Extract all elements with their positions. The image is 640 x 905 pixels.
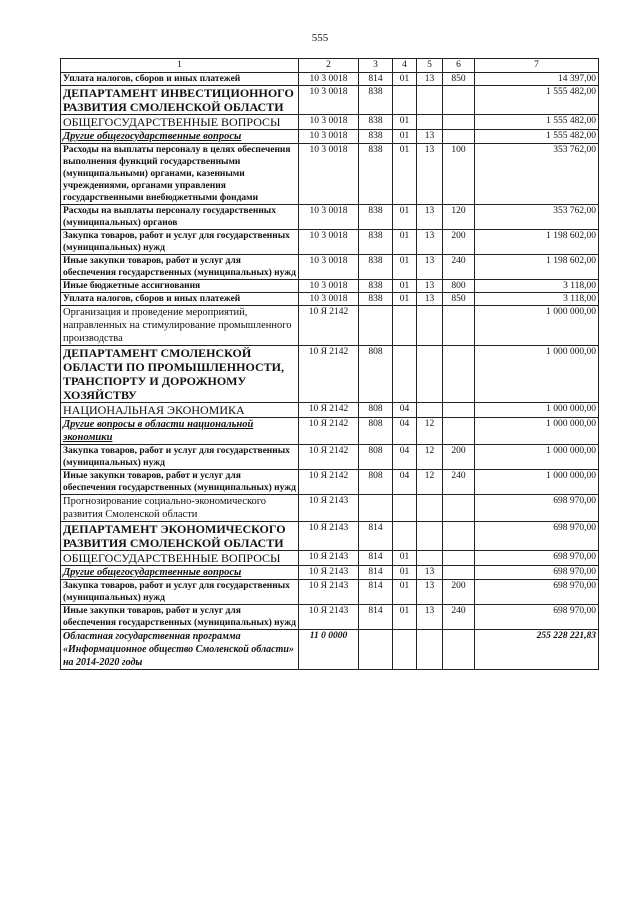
section-code-cell: 01 — [393, 566, 417, 580]
row-name-cell: Иные бюджетные ассигнования — [61, 280, 299, 293]
ministry-code-cell: 808 — [359, 346, 393, 403]
header-cell: 6 — [443, 59, 475, 73]
ministry-code-cell: 814 — [359, 73, 393, 86]
row-name-cell: Закупка товаров, работ и услуг для государственных (муниципальных) нужд — [61, 580, 299, 605]
amount-cell: 14 397,00 — [475, 73, 599, 86]
table-row — [61, 418, 599, 445]
table-row — [61, 495, 599, 522]
row-name-cell: Иные закупки товаров, работ и услуг для обеспечения государственных (муниципальных) нужд — [61, 470, 299, 495]
page-number: 555 — [311, 32, 329, 44]
row-name-cell: ДЕПАРТАМЕНТ ИНВЕСТИЦИОННОГО РАЗВИТИЯ СМОЛЕНСКОЙ ОБЛАСТИ — [61, 86, 299, 115]
section-code-cell: 01 — [393, 551, 417, 566]
subsection-code-cell: 13 — [417, 205, 443, 230]
budget-table — [60, 58, 599, 670]
amount-cell: 1 000 000,00 — [475, 470, 599, 495]
expense-type-cell — [443, 403, 475, 418]
subsection-code-cell — [417, 630, 443, 670]
target-code-cell: 10 3 0018 — [299, 255, 359, 280]
ministry-code-cell: 808 — [359, 418, 393, 445]
amount-cell: 1 000 000,00 — [475, 445, 599, 470]
expense-type-cell — [443, 551, 475, 566]
subsection-code-cell: 13 — [417, 144, 443, 205]
table-row — [61, 346, 599, 403]
subsection-code-cell: 12 — [417, 418, 443, 445]
expense-type-cell — [443, 566, 475, 580]
subsection-code-cell: 12 — [417, 470, 443, 495]
section-code-cell — [393, 86, 417, 115]
table-row — [61, 73, 599, 86]
ministry-code-cell: 838 — [359, 86, 393, 115]
amount-cell: 698 970,00 — [475, 522, 599, 551]
target-code-cell: 10 Я 2143 — [299, 551, 359, 566]
ministry-code-cell: 838 — [359, 293, 393, 306]
section-code-cell: 04 — [393, 445, 417, 470]
section-code-cell: 01 — [393, 230, 417, 255]
target-code-cell: 10 3 0018 — [299, 86, 359, 115]
target-code-cell: 10 3 0018 — [299, 130, 359, 144]
expense-type-cell — [443, 630, 475, 670]
expense-type-cell: 100 — [443, 144, 475, 205]
target-code-cell: 10 3 0018 — [299, 144, 359, 205]
target-code-cell: 10 Я 2143 — [299, 605, 359, 630]
amount-cell: 1 555 482,00 — [475, 115, 599, 130]
target-code-cell: 10 3 0018 — [299, 115, 359, 130]
table-row — [61, 306, 599, 346]
table-row — [61, 445, 599, 470]
ministry-code-cell: 808 — [359, 445, 393, 470]
table-row — [61, 630, 599, 670]
amount-cell: 255 228 221,83 — [475, 630, 599, 670]
subsection-code-cell — [417, 306, 443, 346]
table-row — [61, 551, 599, 566]
target-code-cell: 10 Я 2142 — [299, 403, 359, 418]
row-name-cell: Закупка товаров, работ и услуг для государственных (муниципальных) нужд — [61, 445, 299, 470]
ministry-code-cell — [359, 495, 393, 522]
ministry-code-cell: 814 — [359, 580, 393, 605]
amount-cell: 3 118,00 — [475, 280, 599, 293]
row-name-cell: Расходы на выплаты персоналу в целях обеспечения выполнения функций государственными (муниципальными) органами, казенными учреждениями, органами управления государственными внебюджетными фондами — [61, 144, 299, 205]
section-code-cell: 01 — [393, 605, 417, 630]
target-code-cell: 10 Я 2142 — [299, 418, 359, 445]
ministry-code-cell: 814 — [359, 566, 393, 580]
target-code-cell: 10 Я 2142 — [299, 346, 359, 403]
section-code-cell: 01 — [393, 280, 417, 293]
row-name-cell: Уплата налогов, сборов и иных платежей — [61, 293, 299, 306]
section-code-cell: 01 — [393, 144, 417, 205]
section-code-cell — [393, 306, 417, 346]
target-code-cell: 10 Я 2142 — [299, 445, 359, 470]
subsection-code-cell: 13 — [417, 280, 443, 293]
subsection-code-cell: 13 — [417, 255, 443, 280]
amount-cell: 1 000 000,00 — [475, 418, 599, 445]
section-code-cell: 01 — [393, 293, 417, 306]
table-row — [61, 86, 599, 115]
section-code-cell: 01 — [393, 73, 417, 86]
section-code-cell: 04 — [393, 403, 417, 418]
target-code-cell: 10 Я 2143 — [299, 522, 359, 551]
subsection-code-cell: 13 — [417, 73, 443, 86]
expense-type-cell: 200 — [443, 445, 475, 470]
expense-type-cell — [443, 115, 475, 130]
section-code-cell — [393, 495, 417, 522]
table-row — [61, 115, 599, 130]
row-name-cell: ДЕПАРТАМЕНТ СМОЛЕНСКОЙ ОБЛАСТИ ПО ПРОМЫШЛЕННОСТИ, ТРАНСПОРТУ И ДОРОЖНОМУ ХОЗЯЙСТВУ — [61, 346, 299, 403]
amount-cell: 353 762,00 — [475, 144, 599, 205]
ministry-code-cell: 808 — [359, 470, 393, 495]
target-code-cell: 10 Я 2142 — [299, 306, 359, 346]
ministry-code-cell: 808 — [359, 403, 393, 418]
table-row — [61, 144, 599, 205]
section-code-cell: 04 — [393, 418, 417, 445]
amount-cell: 3 118,00 — [475, 293, 599, 306]
section-code-cell: 01 — [393, 205, 417, 230]
row-name-cell: НАЦИОНАЛЬНАЯ ЭКОНОМИКА — [61, 403, 299, 418]
subsection-code-cell: 12 — [417, 445, 443, 470]
table-row — [61, 522, 599, 551]
ministry-code-cell: 838 — [359, 130, 393, 144]
table-row — [61, 130, 599, 144]
table-row — [61, 293, 599, 306]
expense-type-cell — [443, 495, 475, 522]
target-code-cell: 10 Я 2142 — [299, 470, 359, 495]
subsection-code-cell — [417, 522, 443, 551]
ministry-code-cell: 838 — [359, 280, 393, 293]
amount-cell: 1 555 482,00 — [475, 86, 599, 115]
amount-cell: 698 970,00 — [475, 551, 599, 566]
section-code-cell: 01 — [393, 130, 417, 144]
row-name-cell: Другие вопросы в области национальной экономики — [61, 418, 299, 445]
ministry-code-cell: 838 — [359, 144, 393, 205]
expense-type-cell — [443, 418, 475, 445]
expense-type-cell: 850 — [443, 73, 475, 86]
expense-type-cell — [443, 306, 475, 346]
header-cell: 1 — [61, 59, 299, 73]
expense-type-cell — [443, 130, 475, 144]
expense-type-cell — [443, 346, 475, 403]
target-code-cell: 10 3 0018 — [299, 280, 359, 293]
table-row — [61, 566, 599, 580]
ministry-code-cell — [359, 630, 393, 670]
target-code-cell: 10 Я 2143 — [299, 566, 359, 580]
ministry-code-cell: 814 — [359, 551, 393, 566]
expense-type-cell: 200 — [443, 230, 475, 255]
table-row — [61, 403, 599, 418]
amount-cell: 1 000 000,00 — [475, 403, 599, 418]
ministry-code-cell: 814 — [359, 522, 393, 551]
section-code-cell: 01 — [393, 580, 417, 605]
target-code-cell: 11 0 0000 — [299, 630, 359, 670]
row-name-cell: Расходы на выплаты персоналу государственных (муниципальных) органов — [61, 205, 299, 230]
header-cell: 5 — [417, 59, 443, 73]
table-row — [61, 580, 599, 605]
subsection-code-cell: 13 — [417, 605, 443, 630]
expense-type-cell: 120 — [443, 205, 475, 230]
amount-cell: 698 970,00 — [475, 605, 599, 630]
row-name-cell: Прогнозирование социально-экономического развития Смоленской области — [61, 495, 299, 522]
subsection-code-cell: 13 — [417, 293, 443, 306]
ministry-code-cell — [359, 306, 393, 346]
header-cell: 7 — [475, 59, 599, 73]
subsection-code-cell — [417, 346, 443, 403]
section-code-cell: 04 — [393, 470, 417, 495]
amount-cell: 1 000 000,00 — [475, 346, 599, 403]
ministry-code-cell: 838 — [359, 255, 393, 280]
subsection-code-cell — [417, 86, 443, 115]
target-code-cell: 10 3 0018 — [299, 205, 359, 230]
row-name-cell: ДЕПАРТАМЕНТ ЭКОНОМИЧЕСКОГО РАЗВИТИЯ СМОЛЕНСКОЙ ОБЛАСТИ — [61, 522, 299, 551]
subsection-code-cell: 13 — [417, 130, 443, 144]
subsection-code-cell — [417, 551, 443, 566]
row-name-cell: Иные закупки товаров, работ и услуг для обеспечения государственных (муниципальных) нужд — [61, 605, 299, 630]
subsection-code-cell — [417, 403, 443, 418]
row-name-cell: Иные закупки товаров, работ и услуг для обеспечения государственных (муниципальных) нужд — [61, 255, 299, 280]
subsection-code-cell — [417, 495, 443, 522]
subsection-code-cell: 13 — [417, 230, 443, 255]
amount-cell: 698 970,00 — [475, 566, 599, 580]
amount-cell: 1 000 000,00 — [475, 306, 599, 346]
section-code-cell — [393, 630, 417, 670]
header-cell: 2 — [299, 59, 359, 73]
amount-cell: 353 762,00 — [475, 205, 599, 230]
section-code-cell: 01 — [393, 115, 417, 130]
subsection-code-cell — [417, 115, 443, 130]
table-row — [61, 255, 599, 280]
ministry-code-cell: 838 — [359, 115, 393, 130]
amount-cell: 1 555 482,00 — [475, 130, 599, 144]
row-name-cell: Закупка товаров, работ и услуг для государственных (муниципальных) нужд — [61, 230, 299, 255]
table-row — [61, 230, 599, 255]
target-code-cell: 10 3 0018 — [299, 230, 359, 255]
header-cell: 3 — [359, 59, 393, 73]
table-header-row — [61, 59, 599, 73]
expense-type-cell: 200 — [443, 580, 475, 605]
amount-cell: 698 970,00 — [475, 580, 599, 605]
expense-type-cell: 850 — [443, 293, 475, 306]
subsection-code-cell: 13 — [417, 566, 443, 580]
section-code-cell — [393, 346, 417, 403]
expense-type-cell: 240 — [443, 605, 475, 630]
table-row — [61, 470, 599, 495]
amount-cell: 1 198 602,00 — [475, 255, 599, 280]
row-name-cell: ОБЩЕГОСУДАРСТВЕННЫЕ ВОПРОСЫ — [61, 551, 299, 566]
expense-type-cell: 240 — [443, 255, 475, 280]
ministry-code-cell: 838 — [359, 205, 393, 230]
row-name-cell: Областная государственная программа «Информационное общество Смоленской области» на 2014-2020 годы — [61, 630, 299, 670]
expense-type-cell: 240 — [443, 470, 475, 495]
target-code-cell: 10 3 0018 — [299, 293, 359, 306]
target-code-cell: 10 Я 2143 — [299, 495, 359, 522]
section-code-cell: 01 — [393, 255, 417, 280]
row-name-cell: Уплата налогов, сборов и иных платежей — [61, 73, 299, 86]
row-name-cell: Другие общегосударственные вопросы — [61, 130, 299, 144]
row-name-cell: Организация и проведение мероприятий, направленных на стимулирование промышленного производства — [61, 306, 299, 346]
amount-cell: 1 198 602,00 — [475, 230, 599, 255]
ministry-code-cell: 814 — [359, 605, 393, 630]
amount-cell: 698 970,00 — [475, 495, 599, 522]
target-code-cell: 10 Я 2143 — [299, 580, 359, 605]
section-code-cell — [393, 522, 417, 551]
expense-type-cell — [443, 86, 475, 115]
header-cell: 4 — [393, 59, 417, 73]
row-name-cell: ОБЩЕГОСУДАРСТВЕННЫЕ ВОПРОСЫ — [61, 115, 299, 130]
target-code-cell: 10 3 0018 — [299, 73, 359, 86]
row-name-cell: Другие общегосударственные вопросы — [61, 566, 299, 580]
expense-type-cell — [443, 522, 475, 551]
subsection-code-cell: 13 — [417, 580, 443, 605]
table-row — [61, 205, 599, 230]
expense-type-cell: 800 — [443, 280, 475, 293]
table-row — [61, 280, 599, 293]
table-row — [61, 605, 599, 630]
ministry-code-cell: 838 — [359, 230, 393, 255]
